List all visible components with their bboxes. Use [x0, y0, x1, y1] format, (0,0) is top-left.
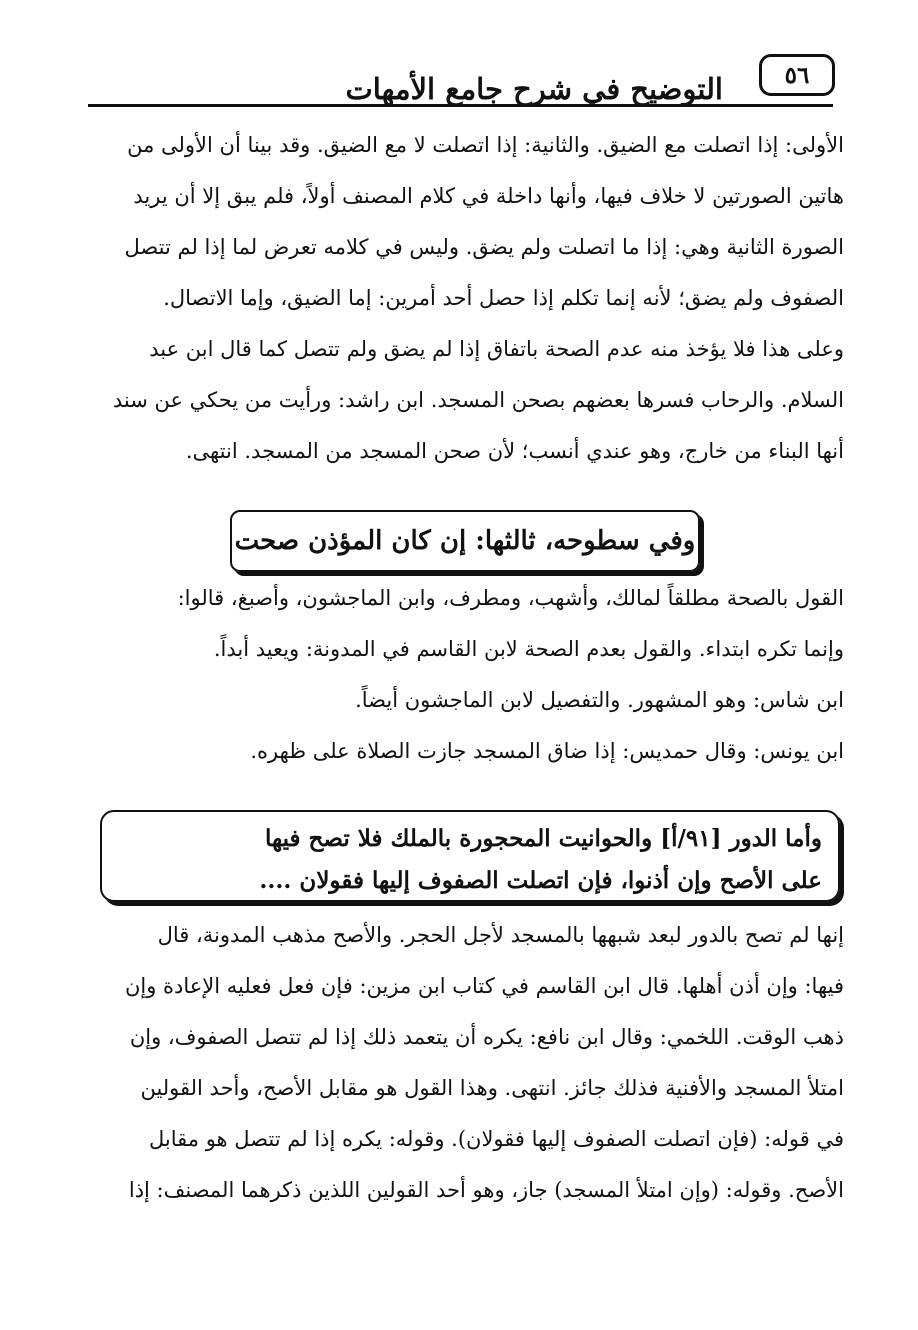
- text-line: أنها البناء من خارج، وهو عندي أنسب؛ لأن صحن المسجد من المسجد. انتهى.: [185, 439, 844, 463]
- text-line: الصفوف ولم يضق؛ لأنه إنما تكلم إذا حصل أحد أمرين: إما الضيق، وإما الاتصال.: [163, 286, 844, 310]
- text-line: الأولى: إذا اتصلت مع الضيق. والثانية: إذا اتصلت لا مع الضيق. وقد بينا أن الأولى من: [127, 133, 844, 157]
- text-line: وإنما تكره ابتداء. والقول بعدم الصحة لابن القاسم في المدونة: ويعيد أبداً.: [213, 637, 844, 661]
- matn-heading-box: وفي سطوحه، ثالثها: إن كان المؤذن صحت: [230, 510, 700, 572]
- text-line: الأصح. وقوله: (وإن امتلأ المسجد) جاز، وهو أحد القولين اللذين ذكرهما المصنف: إذا: [128, 1178, 844, 1202]
- body-section-2: [92, 573, 844, 777]
- paragraph-3: [92, 910, 844, 1216]
- quote-line: وأما الدور [٩١/أ] والحوانيت المحجورة بالملك فلا تصح فيها: [265, 825, 822, 852]
- text-line: في قوله: (فإن اتصلت الصفوف إليها فقولان). وقوله: يكره إذا لم تتصل هو مقابل: [149, 1127, 844, 1151]
- body-section-1: [92, 120, 844, 477]
- text-line: القول بالصحة مطلقاً لمالك، وأشهب، ومطرف، وابن الماجشون، وأصبغ، قالوا:: [177, 586, 844, 610]
- text-line: هاتين الصورتين لا خلاف فيها، وأنها داخلة في كلام المصنف أولاً، فلم يبق إلا أن يريد: [133, 184, 844, 208]
- page-header: [88, 52, 833, 107]
- paragraph-1: [92, 120, 844, 477]
- text-line: ذهب الوقت. اللخمي: وقال ابن نافع: يكره أن يتعمد ذلك إذا لم تتصل الصفوف، وإن: [129, 1025, 844, 1049]
- text-line: ابن شاس: وهو المشهور. والتفصيل لابن الماجشون أيضاً.: [355, 688, 844, 712]
- text-line: السلام. والرحاب فسرها بعضهم بصحن المسجد. ابن راشد: ورأيت من يحكي عن سند: [112, 388, 844, 412]
- text-line: امتلأ المسجد والأفنية فذلك جائز. انتهى. وهذا القول هو مقابل الأصح، وأحد القولين: [140, 1076, 844, 1100]
- body-section-3: [92, 910, 844, 1216]
- paragraph-2: [92, 573, 844, 777]
- text-line: فيها: وإن أذن أهلها. قال ابن القاسم في كتاب ابن مزين: فإن فعل فعليه الإعادة وإن: [124, 974, 844, 998]
- quote-line: على الأصح وإن أذنوا، فإن اتصلت الصفوف إليها فقولان ....: [259, 867, 822, 894]
- book-title: التوضيح في شرح جامع الأمهات: [345, 72, 723, 106]
- page-number: ٥٦: [759, 54, 835, 96]
- text-line: ابن يونس: وقال حمديس: إذا ضاق المسجد جازت الصلاة على ظهره.: [250, 739, 844, 763]
- text-line: الصورة الثانية وهي: إذا ما اتصلت ولم يضق. وليس في كلامه تعرض لما إذا لم تتصل: [124, 235, 844, 259]
- matn-quote-box: [100, 810, 840, 902]
- text-line: إنها لم تصح بالدور لبعد شبهها بالمسجد لأجل الحجر. والأصح مذهب المدونة، قال: [157, 923, 844, 947]
- text-line: وعلى هذا فلا يؤخذ منه عدم الصحة باتفاق إذا لم يضق ولم تتصل كما قال ابن عبد: [149, 337, 844, 361]
